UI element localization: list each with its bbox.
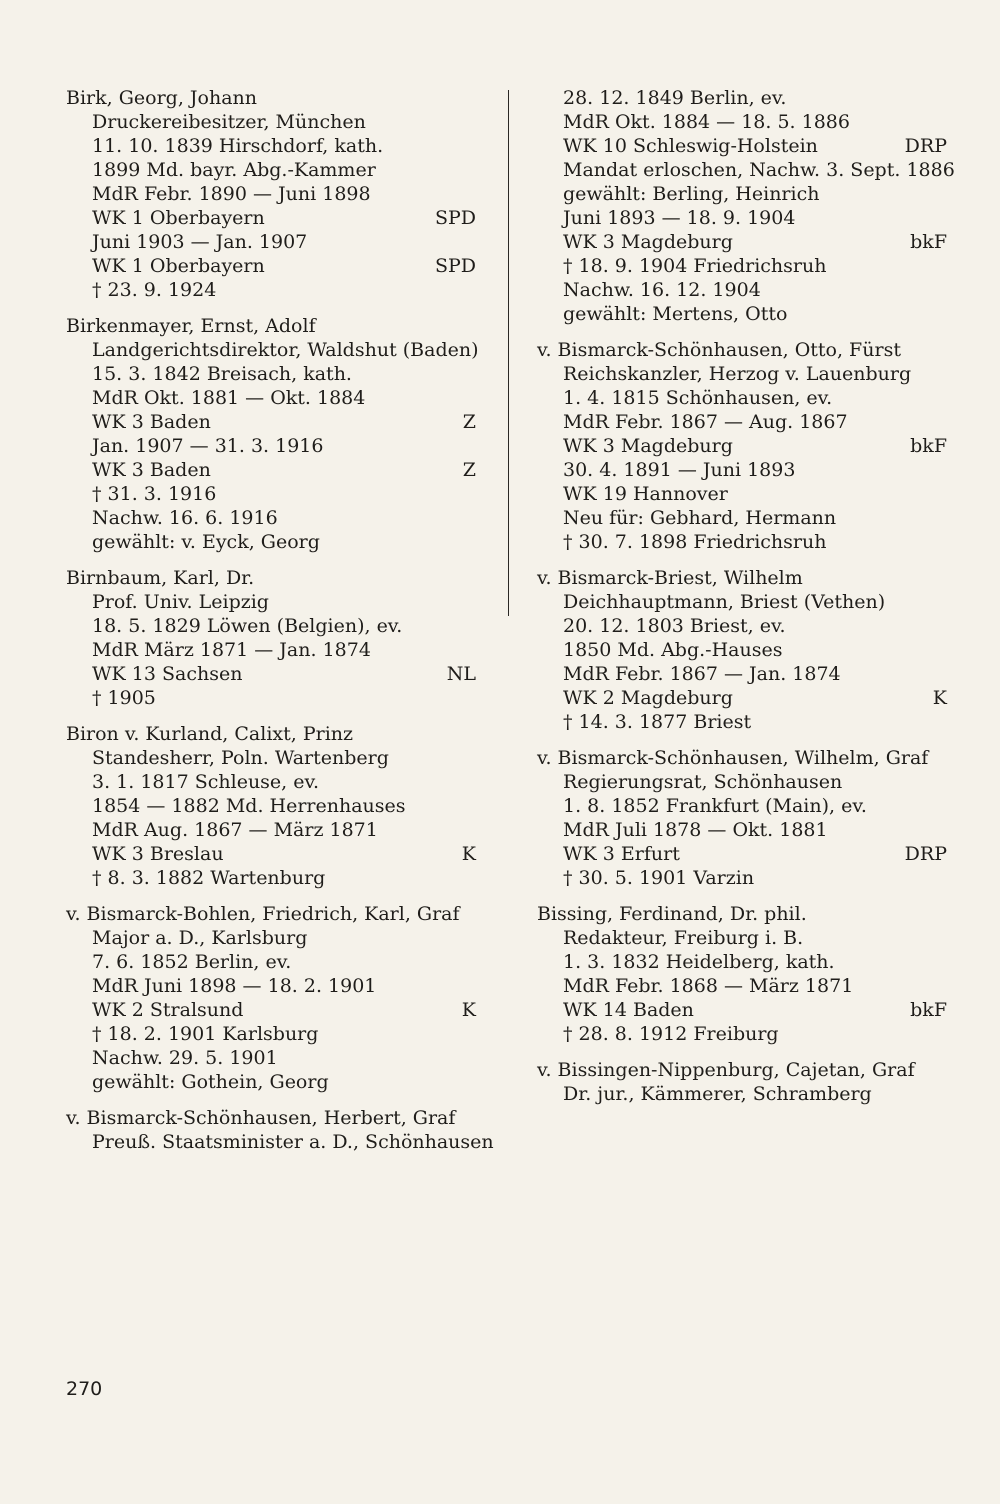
entry-line (66, 974, 476, 998)
entry-line-text: 1899 Md. bayr. Abg.-Kammer (92, 159, 376, 181)
entry-line-text: Landgerichtsdirektor, Waldshut (Baden) (92, 339, 479, 361)
entry-line-text: 1850 Md. Abg.-Hauses (563, 639, 783, 661)
entry-line-text: 28. 12. 1849 Berlin, ev. (563, 87, 787, 109)
entry-line-text: MdR Febr. 1867 — Jan. 1874 (563, 663, 841, 685)
entry-line (537, 86, 947, 110)
entry-line-text: 15. 3. 1842 Breisach, kath. (92, 363, 352, 385)
party-abbreviation: K (461, 999, 476, 1021)
entry-line-text: Nachw. 29. 5. 1901 (92, 1047, 278, 1069)
entry-line-text: MdR Febr. 1890 — Juni 1898 (92, 183, 371, 205)
biography-entry (66, 722, 476, 890)
entry-line-text: Neu für: Gebhard, Hermann (563, 507, 837, 529)
party-abbreviation: bkF (910, 435, 947, 457)
entry-line (66, 662, 476, 686)
entry-line-text: WK 1 Oberbayern (92, 207, 265, 229)
entry-line (66, 230, 476, 254)
entry-line (66, 134, 476, 158)
entry-name: Bissing, Ferdinand, Dr. phil. (537, 903, 807, 925)
entry-line-text: † 28. 8. 1912 Freiburg (563, 1023, 779, 1045)
entry-line (66, 614, 476, 638)
entry-line-text: † 31. 3. 1916 (92, 483, 217, 505)
entry-line-text: Prof. Univ. Leipzig (92, 591, 269, 613)
entry-line-text: Major a. D., Karlsburg (92, 927, 308, 949)
entry-line-text: Redakteur, Freiburg i. B. (563, 927, 804, 949)
entry-line (537, 770, 947, 794)
biography-entry (537, 86, 955, 326)
entry-line-text: gewählt: Gothein, Georg (92, 1071, 329, 1093)
entry-line-text: MdR Aug. 1867 — März 1871 (92, 819, 378, 841)
entry-line (66, 206, 476, 230)
entry-line (66, 1046, 476, 1070)
entry-line (66, 794, 476, 818)
party-abbreviation: NL (446, 663, 476, 685)
entry-line-text: MdR Juli 1878 — Okt. 1881 (563, 819, 828, 841)
entry-line (66, 482, 476, 506)
biography-entry (537, 566, 947, 734)
entry-line (537, 110, 947, 134)
party-abbreviation: Z (462, 459, 476, 481)
entry-line-text: † 8. 3. 1882 Wartenburg (92, 867, 326, 889)
entry-line (537, 974, 947, 998)
entry-line (537, 662, 947, 686)
biography-entry (537, 746, 947, 890)
entry-line (66, 158, 476, 182)
entry-name: v. Bissingen-Nippenburg, Cajetan, Graf (537, 1059, 915, 1081)
entry-line-text: WK 3 Magdeburg (563, 435, 733, 457)
entry-name: Birkenmayer, Ernst, Adolf (66, 315, 316, 337)
entry-line-text: 1. 8. 1852 Frankfurt (Main), ev. (563, 795, 867, 817)
entry-line-text: Nachw. 16. 12. 1904 (563, 279, 761, 301)
entry-line-text: WK 3 Baden (92, 411, 211, 433)
entry-line (537, 866, 947, 890)
entry-line-text: Preuß. Staatsminister a. D., Schönhausen (92, 1131, 494, 1153)
entry-line-text: † 30. 5. 1901 Varzin (563, 867, 755, 889)
party-abbreviation: bkF (910, 999, 947, 1021)
column-divider (508, 90, 509, 616)
entry-name: v. Bismarck-Briest, Wilhelm (537, 567, 803, 589)
entry-line-text: WK 13 Sachsen (92, 663, 243, 685)
entry-line (537, 818, 947, 842)
entry-name: v. Bismarck-Schönhausen, Otto, Fürst (537, 339, 901, 361)
entry-line (537, 590, 947, 614)
entry-line (66, 638, 476, 662)
entry-line-text: Deichhauptmann, Briest (Vethen) (563, 591, 886, 613)
biography-entry (537, 338, 947, 554)
biography-entry (537, 1058, 947, 1106)
entry-line (537, 686, 947, 710)
entry-line (66, 506, 476, 530)
entry-line (537, 134, 947, 158)
party-abbreviation: SPD (434, 207, 476, 229)
entry-line (66, 362, 476, 386)
entry-line-text: WK 3 Breslau (92, 843, 224, 865)
entry-line (66, 410, 476, 434)
entry-line-text: WK 2 Magdeburg (563, 687, 733, 709)
entry-line (537, 158, 955, 182)
entry-line (537, 434, 947, 458)
entry-line (537, 230, 947, 254)
entry-line-text: WK 10 Schleswig-Holstein (563, 135, 818, 157)
entry-line-text: † 14. 3. 1877 Briest (563, 711, 752, 733)
entry-line (537, 794, 947, 818)
party-abbreviation: K (461, 843, 476, 865)
entry-line-text: Regierungsrat, Schönhausen (563, 771, 843, 793)
entry-line-text: † 1905 (92, 687, 156, 709)
entry-line-text: 20. 12. 1803 Briest, ev. (563, 615, 786, 637)
entry-name: v. Bismarck-Schönhausen, Wilhelm, Graf (537, 747, 929, 769)
entry-line (66, 434, 476, 458)
entry-line (537, 386, 947, 410)
entry-name: v. Bismarck-Bohlen, Friedrich, Karl, Graf (66, 903, 460, 925)
entry-line-text: Standesherr, Poln. Wartenberg (92, 747, 389, 769)
entry-line (66, 866, 476, 890)
biography-entry (66, 902, 476, 1094)
entry-line-text: Juni 1893 — 18. 9. 1904 (563, 207, 796, 229)
entry-line-text: 1854 — 1882 Md. Herrenhauses (92, 795, 406, 817)
entry-line (66, 182, 476, 206)
entry-line (66, 254, 476, 278)
entry-line-text: WK 1 Oberbayern (92, 255, 265, 277)
party-abbreviation: SPD (434, 255, 476, 277)
entry-line-text: 3. 1. 1817 Schleuse, ev. (92, 771, 320, 793)
entry-line-text: WK 19 Hannover (563, 483, 728, 505)
party-abbreviation: bkF (910, 231, 947, 253)
entry-line-text: MdR Okt. 1881 — Okt. 1884 (92, 387, 366, 409)
entry-line (66, 686, 476, 710)
entry-line-text: gewählt: Berling, Heinrich (563, 183, 820, 205)
entry-line-text: WK 14 Baden (563, 999, 694, 1021)
entry-line-text: gewählt: Mertens, Otto (563, 303, 788, 325)
entry-line-text: WK 2 Stralsund (92, 999, 244, 1021)
biography-entry (66, 314, 479, 554)
entry-line (66, 818, 476, 842)
biography-entry (537, 902, 947, 1046)
entry-line (66, 590, 476, 614)
entry-line (66, 386, 476, 410)
entry-line-text: MdR Okt. 1884 — 18. 5. 1886 (563, 111, 850, 133)
entry-line-text: WK 3 Magdeburg (563, 231, 733, 253)
entry-line (66, 278, 476, 302)
entry-line (66, 1130, 494, 1154)
entry-line (537, 1082, 947, 1106)
entry-line-text: 18. 5. 1829 Löwen (Belgien), ev. (92, 615, 403, 637)
entry-line (66, 110, 476, 134)
entry-line (537, 458, 947, 482)
entry-line (537, 506, 947, 530)
entry-line-text: 30. 4. 1891 — Juni 1893 (563, 459, 796, 481)
entry-line-text: MdR Febr. 1868 — März 1871 (563, 975, 854, 997)
entry-line-text: Reichskanzler, Herzog v. Lauenburg (563, 363, 912, 385)
party-abbreviation: DRP (904, 135, 947, 157)
right-column (537, 86, 955, 1118)
entry-line (537, 1022, 947, 1046)
entry-line (66, 926, 476, 950)
party-abbreviation: K (932, 687, 947, 709)
entry-line (537, 614, 947, 638)
entry-line (537, 998, 947, 1022)
entry-name: Birnbaum, Karl, Dr. (66, 567, 255, 589)
entry-line-text: Mandat erloschen, Nachw. 3. Sept. 1886 (563, 159, 955, 181)
entry-line (66, 746, 476, 770)
entry-line-text: WK 3 Baden (92, 459, 211, 481)
entry-line (537, 638, 947, 662)
entry-line-text: Druckereibesitzer, München (92, 111, 366, 133)
entry-line (66, 458, 476, 482)
page-number: 270 (66, 1378, 103, 1400)
entry-line (537, 950, 947, 974)
entry-line-text: 1. 3. 1832 Heidelberg, kath. (563, 951, 835, 973)
entry-line (537, 278, 947, 302)
entry-line-text: 11. 10. 1839 Hirschdorf, kath. (92, 135, 384, 157)
entry-line-text: WK 3 Erfurt (563, 843, 680, 865)
entry-line (537, 302, 947, 326)
entry-line (66, 1022, 476, 1046)
biography-entry (66, 1106, 494, 1154)
entry-line (66, 998, 476, 1022)
entry-line-text: † 18. 9. 1904 Friedrichsruh (563, 255, 827, 277)
entry-line-text: Jan. 1907 — 31. 3. 1916 (92, 435, 324, 457)
entry-line-text: † 23. 9. 1924 (92, 279, 217, 301)
entry-line-text: Juni 1903 — Jan. 1907 (92, 231, 308, 253)
entry-line (537, 182, 947, 206)
entry-line (537, 410, 947, 434)
party-abbreviation: Z (462, 411, 476, 433)
entry-line (537, 710, 947, 734)
entry-line-text: 7. 6. 1852 Berlin, ev. (92, 951, 292, 973)
entry-line (537, 362, 947, 386)
entry-line (537, 926, 947, 950)
entry-name: Birk, Georg, Johann (66, 87, 257, 109)
entry-line (537, 254, 947, 278)
left-column (66, 86, 494, 1166)
entry-line (66, 1070, 476, 1094)
entry-line-text: MdR März 1871 — Jan. 1874 (92, 639, 371, 661)
entry-line (537, 842, 947, 866)
entry-line-text: Nachw. 16. 6. 1916 (92, 507, 278, 529)
entry-line-text: † 18. 2. 1901 Karlsburg (92, 1023, 319, 1045)
party-abbreviation: DRP (904, 843, 947, 865)
entry-line (537, 206, 947, 230)
entry-line-text: 1. 4. 1815 Schönhausen, ev. (563, 387, 833, 409)
entry-line (66, 338, 479, 362)
entry-line (66, 530, 476, 554)
biography-entry (66, 566, 476, 710)
entry-line (66, 770, 476, 794)
entry-name: v. Bismarck-Schönhausen, Herbert, Graf (66, 1107, 456, 1129)
entry-line (537, 530, 947, 554)
entry-line (66, 842, 476, 866)
entry-line (537, 482, 947, 506)
entry-line-text: † 30. 7. 1898 Friedrichsruh (563, 531, 827, 553)
entry-line-text: MdR Juni 1898 — 18. 2. 1901 (92, 975, 377, 997)
biography-entry (66, 86, 476, 302)
entry-line-text: Dr. jur., Kämmerer, Schramberg (563, 1083, 872, 1105)
entry-line-text: gewählt: v. Eyck, Georg (92, 531, 320, 553)
entry-line (66, 950, 476, 974)
entry-name: Biron v. Kurland, Calixt, Prinz (66, 723, 354, 745)
entry-line-text: MdR Febr. 1867 — Aug. 1867 (563, 411, 848, 433)
